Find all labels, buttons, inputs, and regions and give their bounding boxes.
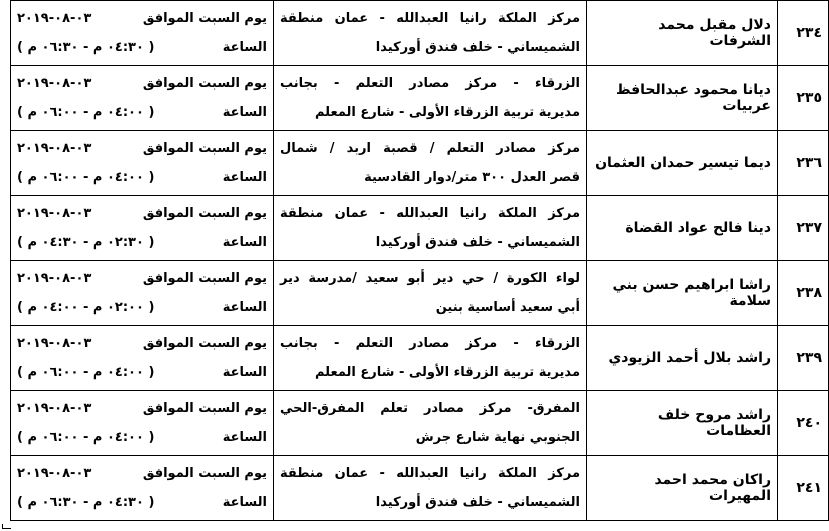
- table-row: [11, 196, 829, 261]
- exam-time: [11, 326, 274, 391]
- applicant-name: راشد بلال أحمد الزيودي: [587, 326, 778, 391]
- day-label: يوم السبت الموافق: [142, 271, 267, 286]
- time-label: الساعة: [222, 365, 267, 380]
- time-line: [17, 163, 267, 192]
- location-line-2: مديرية تربية الزرقاء الأولى - شارع المعلم: [314, 365, 580, 380]
- location-line-1: مركز الملكة رانيا العبدالله - عمان منطقة: [280, 11, 580, 26]
- day-label: يوم السبت الموافق: [142, 11, 267, 26]
- exam-location: [274, 66, 587, 131]
- day-label: يوم السبت الموافق: [142, 336, 267, 351]
- table-row: [11, 131, 829, 196]
- row-number: ٢٣٦: [778, 131, 829, 196]
- time-label: الساعة: [222, 40, 267, 55]
- time-range: ( ٠٤:٠٠ م - ٠٦:٠٠ م ): [17, 105, 155, 120]
- applicant-name: راشد مروح خلف العظامات: [587, 391, 778, 456]
- time-label: الساعة: [222, 235, 267, 250]
- location-line-1: مركز الملكة رانيا العبدالله - عمان منطقة: [280, 466, 580, 481]
- date-line: [17, 4, 267, 33]
- location-line-2: الشميساني - خلف فندق أوركيدا: [375, 495, 580, 510]
- time-range: ( ٠٤:٣٠ م - ٠٦:٣٠ م ): [17, 40, 155, 55]
- location-line-2: أبي سعيد أساسية بنين: [435, 300, 580, 315]
- exam-time: [11, 1, 274, 66]
- time-label: الساعة: [222, 300, 267, 315]
- time-label: الساعة: [222, 495, 267, 510]
- date-line: [17, 329, 267, 358]
- row-number: ٢٣٨: [778, 261, 829, 326]
- table-row: [11, 326, 829, 391]
- day-label: يوم السبت الموافق: [142, 466, 267, 481]
- time-line: [17, 358, 267, 387]
- exam-location: [274, 196, 587, 261]
- row-number: ٢٣٩: [778, 326, 829, 391]
- exam-date: ٠٣-٠٨-٢٠١٩: [17, 11, 92, 26]
- exam-time: [11, 261, 274, 326]
- schedule-document: [10, 0, 822, 528]
- time-range: ( ٠٤:٠٠ م - ٠٦:٠٠ م ): [17, 365, 155, 380]
- time-range: ( ٠٢:٣٠ م - ٠٤:٣٠ م ): [17, 235, 155, 250]
- applicant-name: راشا ابراهيم حسن بني سلامة: [587, 261, 778, 326]
- date-line: [17, 69, 267, 98]
- exam-location: [274, 391, 587, 456]
- location-line-1: مركز الملكة رانيا العبدالله - عمان منطقة: [280, 206, 580, 221]
- applicant-name: ديانا محمود عبدالحافظ عربيات: [587, 66, 778, 131]
- exam-location: [274, 131, 587, 196]
- row-number: ٢٣٤: [778, 1, 829, 66]
- time-line: [17, 293, 267, 322]
- exam-date: ٠٣-٠٨-٢٠١٩: [17, 401, 92, 416]
- exam-location: [274, 261, 587, 326]
- location-line-1: مركز مصادر التعلم / قصبة اربد / شمال: [280, 141, 580, 156]
- date-line: [17, 264, 267, 293]
- exam-time: [11, 391, 274, 456]
- date-line: [17, 459, 267, 488]
- location-line-1: لواء الكورة / حي دير أبو سعيد /مدرسة دير: [280, 271, 580, 286]
- exam-time: [11, 131, 274, 196]
- table-row: [11, 66, 829, 131]
- exam-time: [11, 66, 274, 131]
- time-range: ( ٠٢:٠٠ م - ٠٤:٠٠ م ): [17, 300, 155, 315]
- date-line: [17, 134, 267, 163]
- exam-location: [274, 1, 587, 66]
- location-line-2: الجنوبي نهاية شارع جرش: [415, 430, 580, 445]
- exam-date: ٠٣-٠٨-٢٠١٩: [17, 336, 92, 351]
- time-line: [17, 423, 267, 452]
- exam-date: ٠٣-٠٨-٢٠١٩: [17, 466, 92, 481]
- time-range: ( ٠٤:٣٠ م - ٠٦:٣٠ م ): [17, 495, 155, 510]
- applicant-name: دلال مقبل محمد الشرفات: [587, 1, 778, 66]
- day-label: يوم السبت الموافق: [142, 76, 267, 91]
- row-number: ٢٤١: [778, 456, 829, 521]
- schedule-rows: [11, 1, 829, 521]
- location-line-1: المفرق- مركز مصادر تعلم المفرق-الحي: [280, 401, 580, 416]
- location-line-2: قصر العدل ٣٠٠ متر/دوار القادسية: [364, 170, 580, 185]
- time-line: [17, 228, 267, 257]
- exam-location: [274, 456, 587, 521]
- location-line-2: الشميساني - خلف فندق أوركيدا: [375, 235, 580, 250]
- table-row: [11, 456, 829, 521]
- time-label: الساعة: [222, 430, 267, 445]
- exam-location: [274, 326, 587, 391]
- exam-date: ٠٣-٠٨-٢٠١٩: [17, 76, 92, 91]
- row-number: ٢٣٧: [778, 196, 829, 261]
- table-row: [11, 1, 829, 66]
- applicant-name: دينا فالح عواد القضاة: [587, 196, 778, 261]
- day-label: يوم السبت الموافق: [142, 141, 267, 156]
- page-corner-mark: [2, 524, 11, 529]
- day-label: يوم السبت الموافق: [142, 401, 267, 416]
- row-number: ٢٤٠: [778, 391, 829, 456]
- exam-date: ٠٣-٠٨-٢٠١٩: [17, 271, 92, 286]
- applicant-name: راكان محمد احمد المهيرات: [587, 456, 778, 521]
- time-label: الساعة: [222, 105, 267, 120]
- location-line-1: الزرقاء - مركز مصادر التعلم - بجانب: [280, 336, 580, 351]
- time-line: [17, 488, 267, 517]
- applicant-name: ديما تيسير حمدان العثمان: [587, 131, 778, 196]
- date-line: [17, 199, 267, 228]
- location-line-2: الشميساني - خلف فندق أوركيدا: [375, 40, 580, 55]
- row-number: ٢٣٥: [778, 66, 829, 131]
- time-range: ( ٠٤:٠٠ م - ٠٦:٠٠ م ): [17, 170, 155, 185]
- time-range: ( ٠٤:٠٠ م - ٠٦:٠٠ م ): [17, 430, 155, 445]
- exam-date: ٠٣-٠٨-٢٠١٩: [17, 206, 92, 221]
- date-line: [17, 394, 267, 423]
- time-line: [17, 33, 267, 62]
- table-row: [11, 391, 829, 456]
- location-line-1: الزرقاء - مركز مصادر التعلم - بجانب: [280, 76, 580, 91]
- location-line-2: مديرية تربية الزرقاء الأولى - شارع المعلم: [314, 105, 580, 120]
- time-label: الساعة: [222, 170, 267, 185]
- exam-date: ٠٣-٠٨-٢٠١٩: [17, 141, 92, 156]
- day-label: يوم السبت الموافق: [142, 206, 267, 221]
- exam-time: [11, 456, 274, 521]
- exam-time: [11, 196, 274, 261]
- time-line: [17, 98, 267, 127]
- table-row: [11, 261, 829, 326]
- schedule-table: [10, 0, 829, 521]
